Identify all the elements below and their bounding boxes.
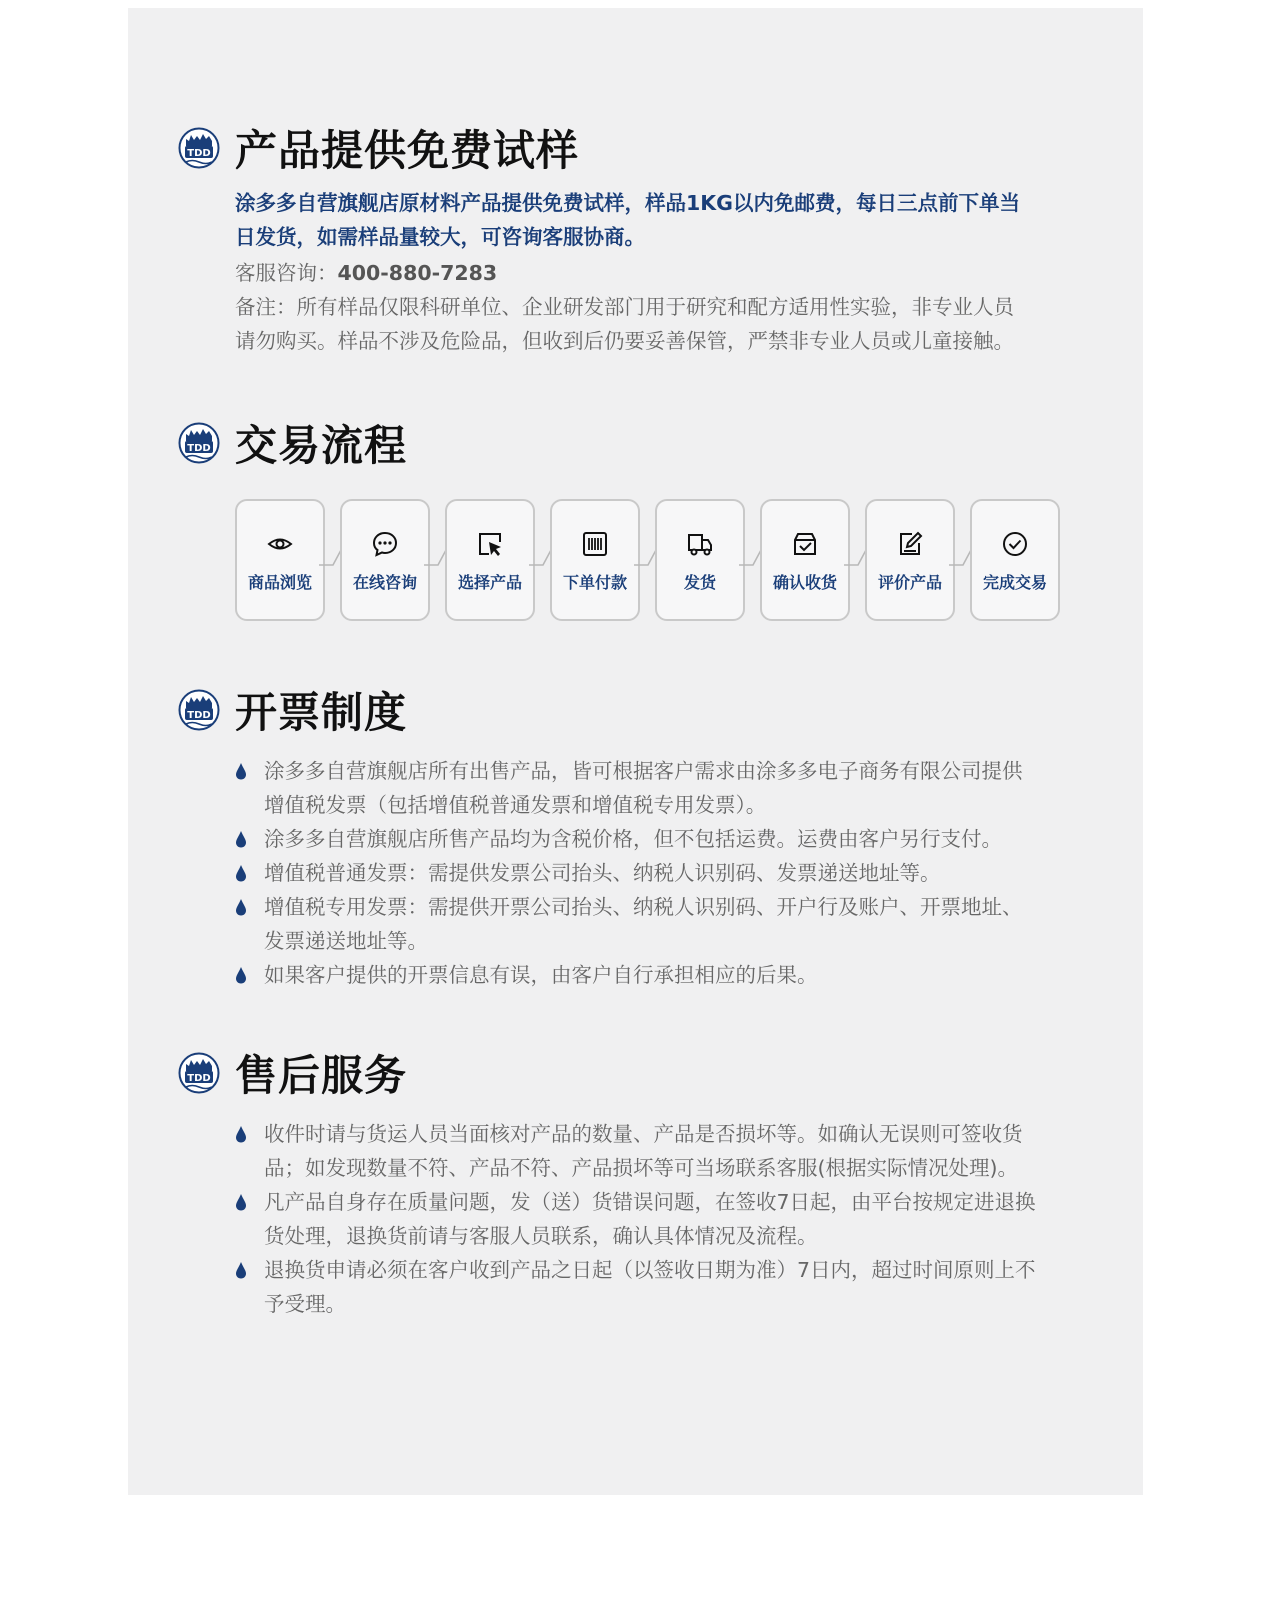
list-item [235, 1253, 1098, 1321]
tdd-logo-icon [178, 127, 220, 169]
process-step-consult [340, 499, 430, 621]
list-item [235, 754, 1098, 822]
list-item-line: 涂多多自营旗舰店所售产品均为含税价格，但不包括运费。运费由客户另行支付。 [264, 827, 1002, 851]
step-label: 商品浏览 [247, 573, 312, 592]
list-item-line: 退换货申请必须在客户收到产品之日起（以签收日期为准）7日内，超过时间原则上不 [264, 1258, 1036, 1282]
process-flow [235, 499, 1098, 621]
after-sales-section [178, 1045, 1098, 1321]
water-drop-icon [235, 899, 247, 916]
step-label: 确认收货 [772, 573, 837, 592]
svg-text:TDD: TDD [187, 443, 211, 454]
list-item [235, 958, 1098, 992]
list-item-line: 增值税普通发票：需提供发票公司抬头、纳税人识别码、发票递送地址等。 [264, 861, 941, 885]
list-item-line: 增值税专用发票：需提供开票公司抬头、纳税人识别码、开户行及账户、开票地址、 [264, 895, 1023, 919]
section-title: 售后服务 [235, 1051, 408, 1100]
water-drop-icon [235, 763, 247, 780]
list-item-line: 如果客户提供的开票信息有误，由客户自行承担相应的后果。 [264, 963, 818, 987]
check-circle-icon [1001, 530, 1029, 558]
eye-icon [266, 530, 294, 558]
list-item-line: 发票递送地址等。 [264, 929, 428, 953]
step-label: 在线咨询 [352, 573, 417, 592]
process-step-order [550, 499, 640, 621]
section-title: 交易流程 [235, 421, 408, 470]
process-step-receive [760, 499, 850, 621]
hotline-row [235, 256, 1098, 290]
section-title: 产品提供免费试样 [235, 126, 580, 175]
hotline-label: 客服咨询： [235, 261, 338, 285]
list-item-line: 增值税发票（包括增值税普通发票和增值税专用发票）。 [264, 793, 767, 817]
process-step-review [865, 499, 955, 621]
step-label: 下单付款 [562, 573, 627, 592]
list-item [235, 1117, 1098, 1185]
list-item-line: 品；如发现数量不符、产品不符、产品损坏等可当场联系客服(根据实际情况处理)。 [264, 1156, 1018, 1180]
process-body [235, 499, 1098, 621]
section-title: 开票制度 [235, 688, 408, 737]
process-section [178, 415, 1098, 621]
sample-section-header [178, 120, 1098, 176]
process-step-browse [235, 499, 325, 621]
list-item [235, 890, 1098, 958]
edit-note-icon [896, 530, 924, 558]
process-step-ship [655, 499, 745, 621]
water-drop-icon [235, 865, 247, 882]
invoice-section-header [178, 682, 1098, 738]
tdd-logo-icon [178, 689, 220, 731]
invoice-body [235, 754, 1098, 992]
step-label: 发货 [683, 573, 716, 592]
step-label: 选择产品 [457, 573, 522, 592]
list-item [235, 856, 1098, 890]
delivery-truck-icon [686, 530, 714, 558]
process-section-header [178, 415, 1098, 471]
chat-bubble-icon [371, 530, 399, 558]
list-item-line: 收件时请与货运人员当面核对产品的数量、产品是否损坏等。如确认无误则可签收货 [264, 1122, 1023, 1146]
invoice-section [178, 682, 1098, 992]
after-sales-body [235, 1117, 1098, 1321]
svg-text:TDD: TDD [187, 1073, 211, 1084]
list-item [235, 1185, 1098, 1253]
after-sales-section-header [178, 1045, 1098, 1101]
list-item-line: 凡产品自身存在质量问题，发（送）货错误问题，在签收7日起，由平台按规定进退换 [264, 1190, 1036, 1214]
tdd-logo-icon [178, 1052, 220, 1094]
list-item-line: 涂多多自营旗舰店所有出售产品，皆可根据客户需求由涂多多电子商务有限公司提供 [264, 759, 1023, 783]
inbox-check-icon [791, 530, 819, 558]
hotline-number: 400-880-7283 [337, 261, 498, 285]
after-sales-list [235, 1117, 1098, 1321]
barcode-icon [581, 530, 609, 558]
step-label: 完成交易 [982, 573, 1047, 592]
list-item-line: 货处理，退换货前请与客服人员联系，确认具体情况及流程。 [264, 1224, 818, 1248]
process-step-complete [970, 499, 1060, 621]
sample-lead-line: 日发货，如需样品量较大，可咨询客服协商。 [235, 225, 645, 249]
water-drop-icon [235, 1262, 247, 1279]
step-label: 评价产品 [877, 573, 942, 592]
invoice-list [235, 754, 1098, 992]
sample-lead-line: 涂多多自营旗舰店原材料产品提供免费试样，样品1KG以内免邮费，每日三点前下单当 [235, 191, 1020, 215]
sample-note-line: 备注：所有样品仅限科研单位、企业研发部门用于研究和配方适用性实验，非专业人员 [235, 295, 1014, 319]
svg-text:TDD: TDD [187, 710, 211, 721]
sample-note-line: 请勿购买。样品不涉及危险品，但收到后仍要妥善保管，严禁非专业人员或儿童接触。 [235, 329, 1014, 353]
svg-text:TDD: TDD [187, 148, 211, 159]
water-drop-icon [235, 831, 247, 848]
water-drop-icon [235, 967, 247, 984]
sample-section [178, 120, 1098, 358]
process-step-select [445, 499, 535, 621]
cursor-click-icon [476, 530, 504, 558]
list-item [235, 822, 1098, 856]
list-item-line: 予受理。 [264, 1292, 346, 1316]
water-drop-icon [235, 1126, 247, 1143]
water-drop-icon [235, 1194, 247, 1211]
sample-body [235, 186, 1098, 358]
tdd-logo-icon [178, 422, 220, 464]
